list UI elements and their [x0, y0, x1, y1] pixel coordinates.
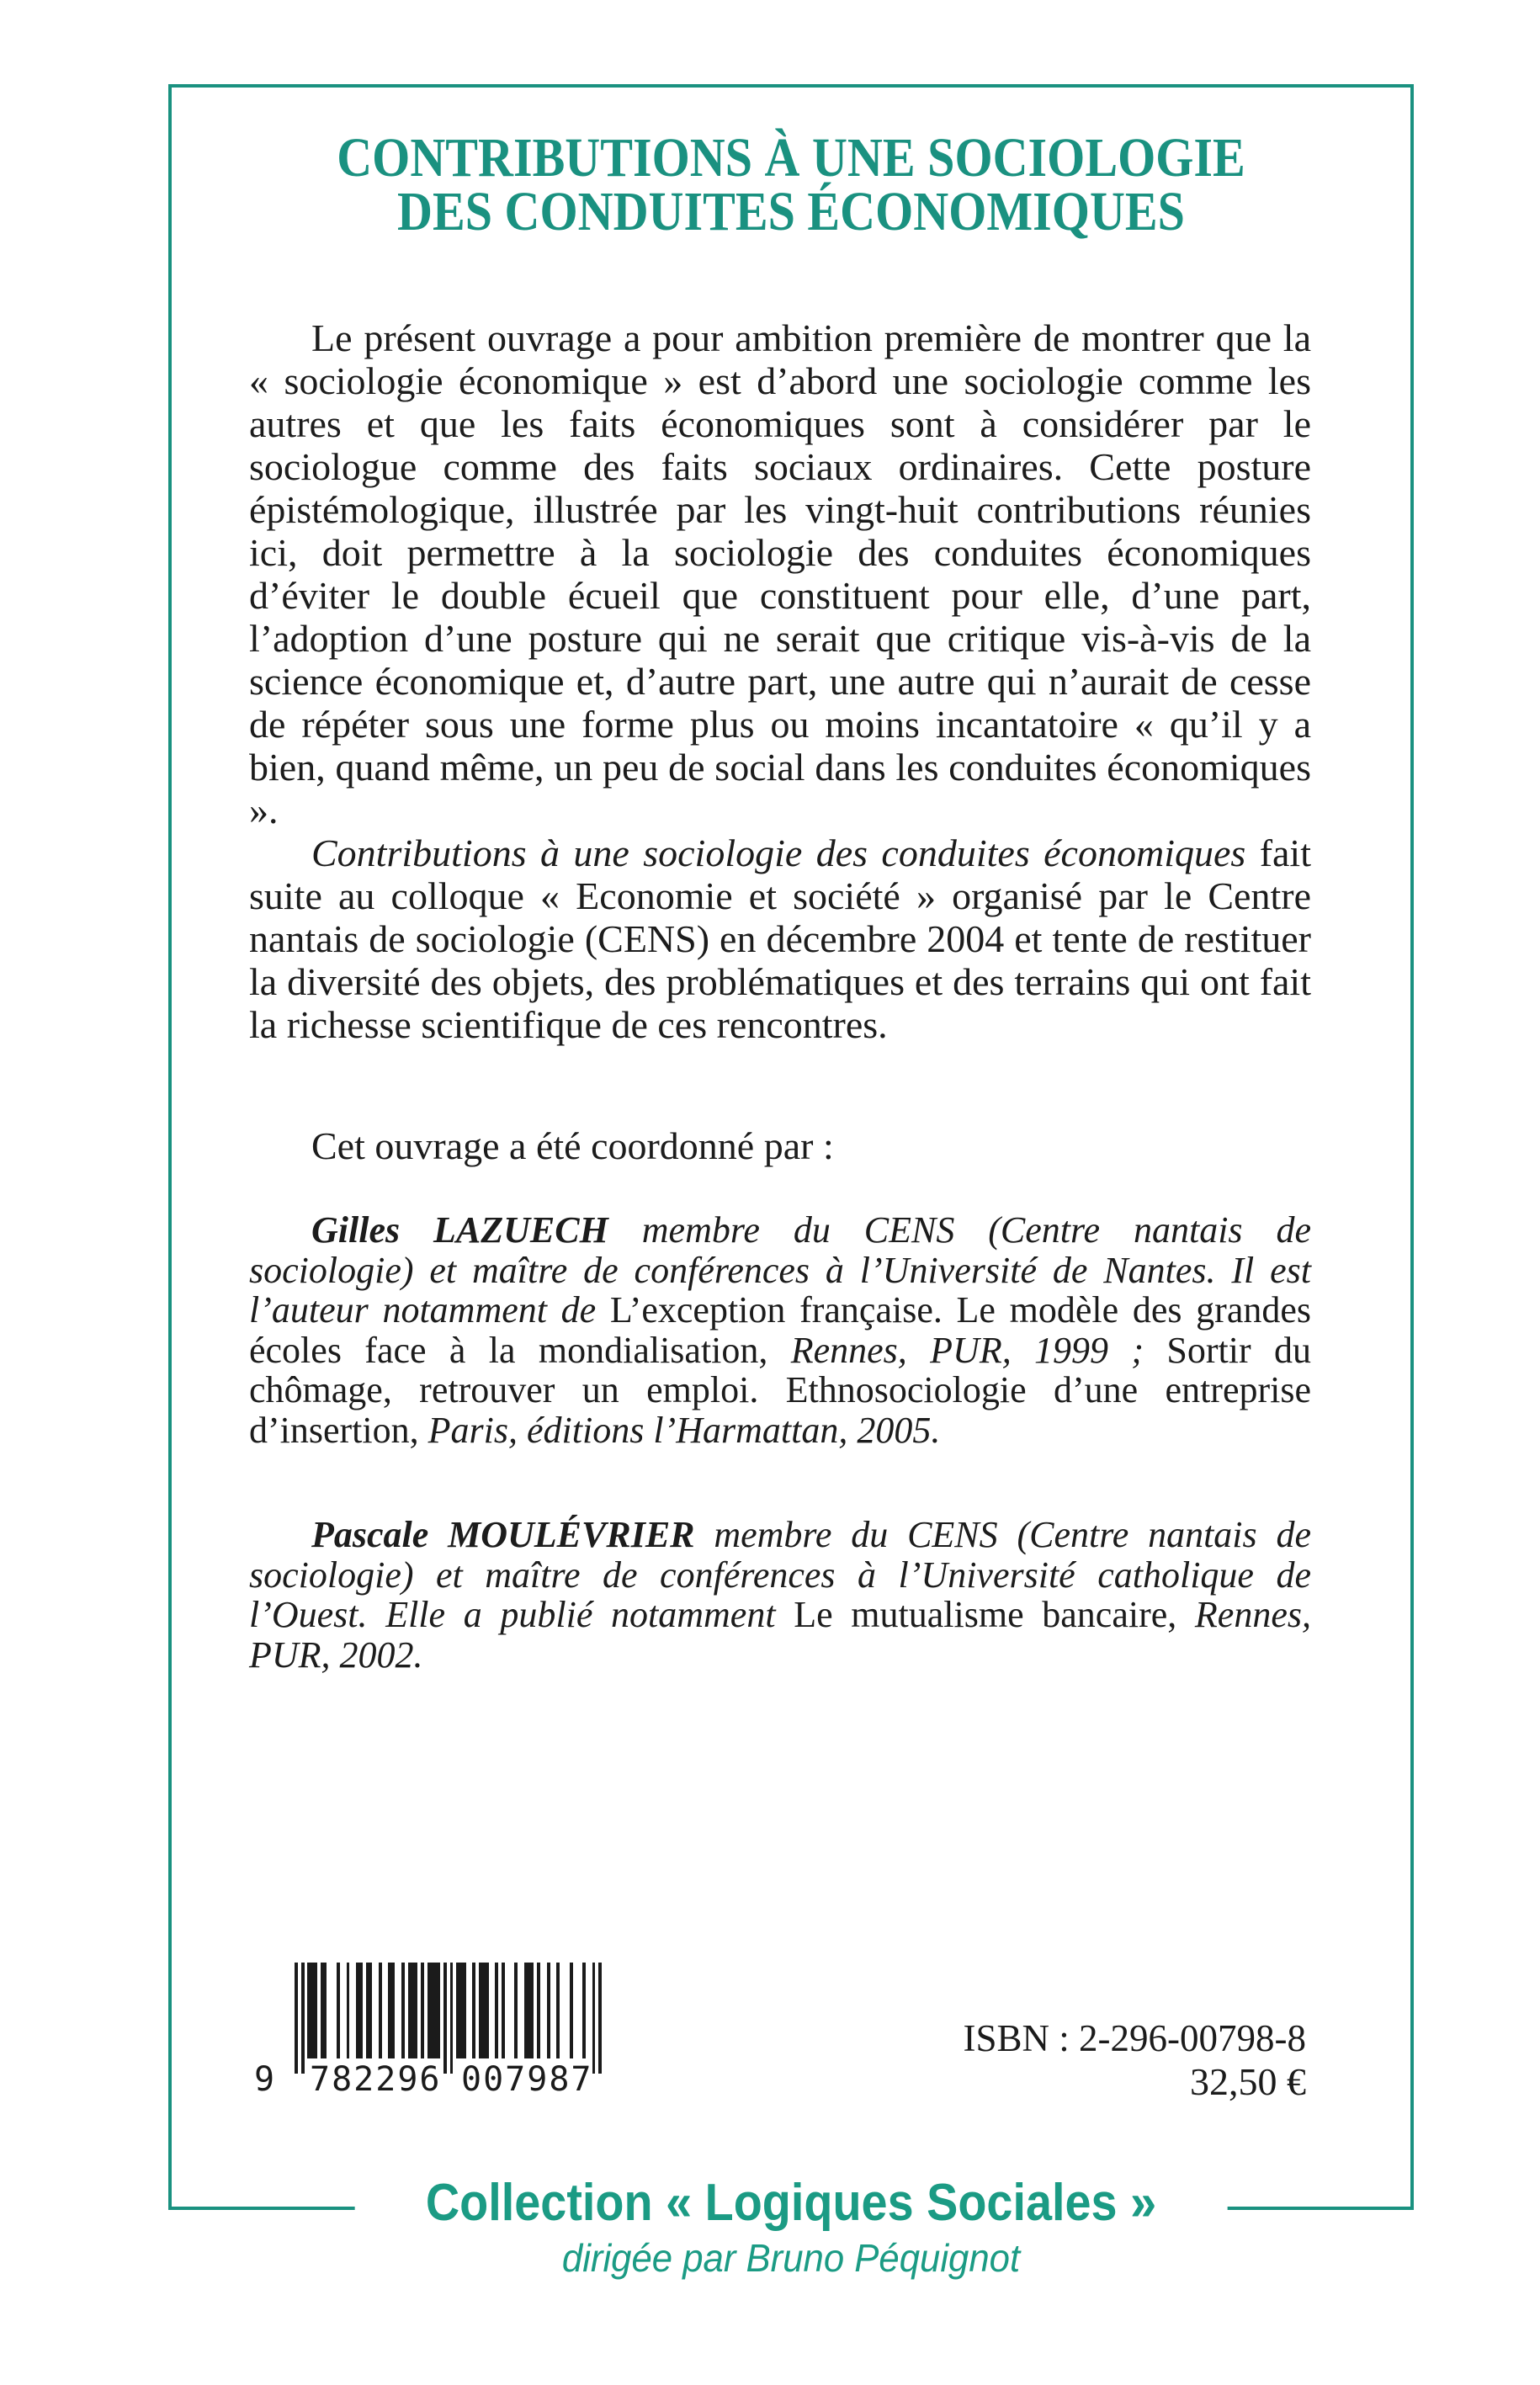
- isbn-block: [964, 2016, 1306, 2104]
- synopsis: [249, 316, 1311, 1046]
- synopsis-paragraph-2: Contributions à une sociologie des conduites économiques fait suite au colloque « Economie et société » organisé par le Centre nantais de sociologie (CENS) en décembre 2004 et tente de restituer la diversité des objets, des problématiques et des terrains qui ont fait la richesse scientifique de ces rencontres.: [249, 831, 1311, 1046]
- isbn-text: ISBN : 2-296-00798-8: [963, 2017, 1306, 2059]
- collection-director: dirigée par Bruno Péquignot: [561, 2236, 1021, 2280]
- book-title: [246, 127, 1336, 242]
- cover-border-frame: [168, 84, 1414, 2280]
- barcode-left-digits: 782296: [310, 2060, 442, 2099]
- ean13-barcode: [254, 1963, 603, 2106]
- collection-badge: [355, 2173, 1228, 2282]
- price-text: 32,50 €: [1190, 2060, 1306, 2103]
- synopsis-paragraph-1: Le présent ouvrage a pour ambition première de montrer que la « sociologie économique » est d’abord une sociologie comme les autres et que les faits économiques sont à considérer par le sociologue comme des faits sociaux ordinaires. Cette posture épistémologique, illustrée par les vingt-huit contributions réunies ici, doit permettre à la sociologie des conduites économiques d’éviter le double écueil que constituent pour elle, d’une part, l’adoption d’une posture qui ne serait que critique vis-à-vis de la science économique et, d’autre part, une autre qui n’aurait de cesse de répéter sous une forme plus ou moins incantatoire « qu’il y a bien, quand même, un peu de social dans les conduites économiques ».: [249, 316, 1311, 831]
- collection-name: Collection « Logiques Sociales »: [425, 2174, 1157, 2232]
- barcode-right-digits: 007987: [461, 2060, 593, 2099]
- barcode-bars: [295, 1963, 602, 2074]
- book-title-line2: DES CONDUITES ÉCONOMIQUES: [397, 181, 1185, 242]
- barcode-leading-digit: 9: [254, 2060, 277, 2099]
- author-bio-lazuech: Gilles LAZUECH membre du CENS (Centre nantais de sociologie) et maître de conférences à l’Université de Nantes. Il est l’auteur notamment de L’exception française. Le modèle des grandes écoles face à la mondialisation, Rennes, PUR, 1999 ; Sortir du chômage, retrouver un emploi. Ethnosociologie d’une entreprise d’insertion, Paris, éditions l’Harmattan, 2005.: [249, 1209, 1312, 1451]
- coordinators-intro: Cet ouvrage a été coordonné par :: [311, 1124, 834, 1167]
- book-title-line1: CONTRIBUTIONS À UNE SOCIOLOGIE: [337, 127, 1245, 189]
- author-bio-moulevrier: Pascale MOULÉVRIER membre du CENS (Centre nantais de sociologie) et maître de conférences à l’Université catholique de l’Ouest. Elle a publié notamment Le mutualisme bancaire, Rennes, PUR, 2002.: [249, 1514, 1311, 1676]
